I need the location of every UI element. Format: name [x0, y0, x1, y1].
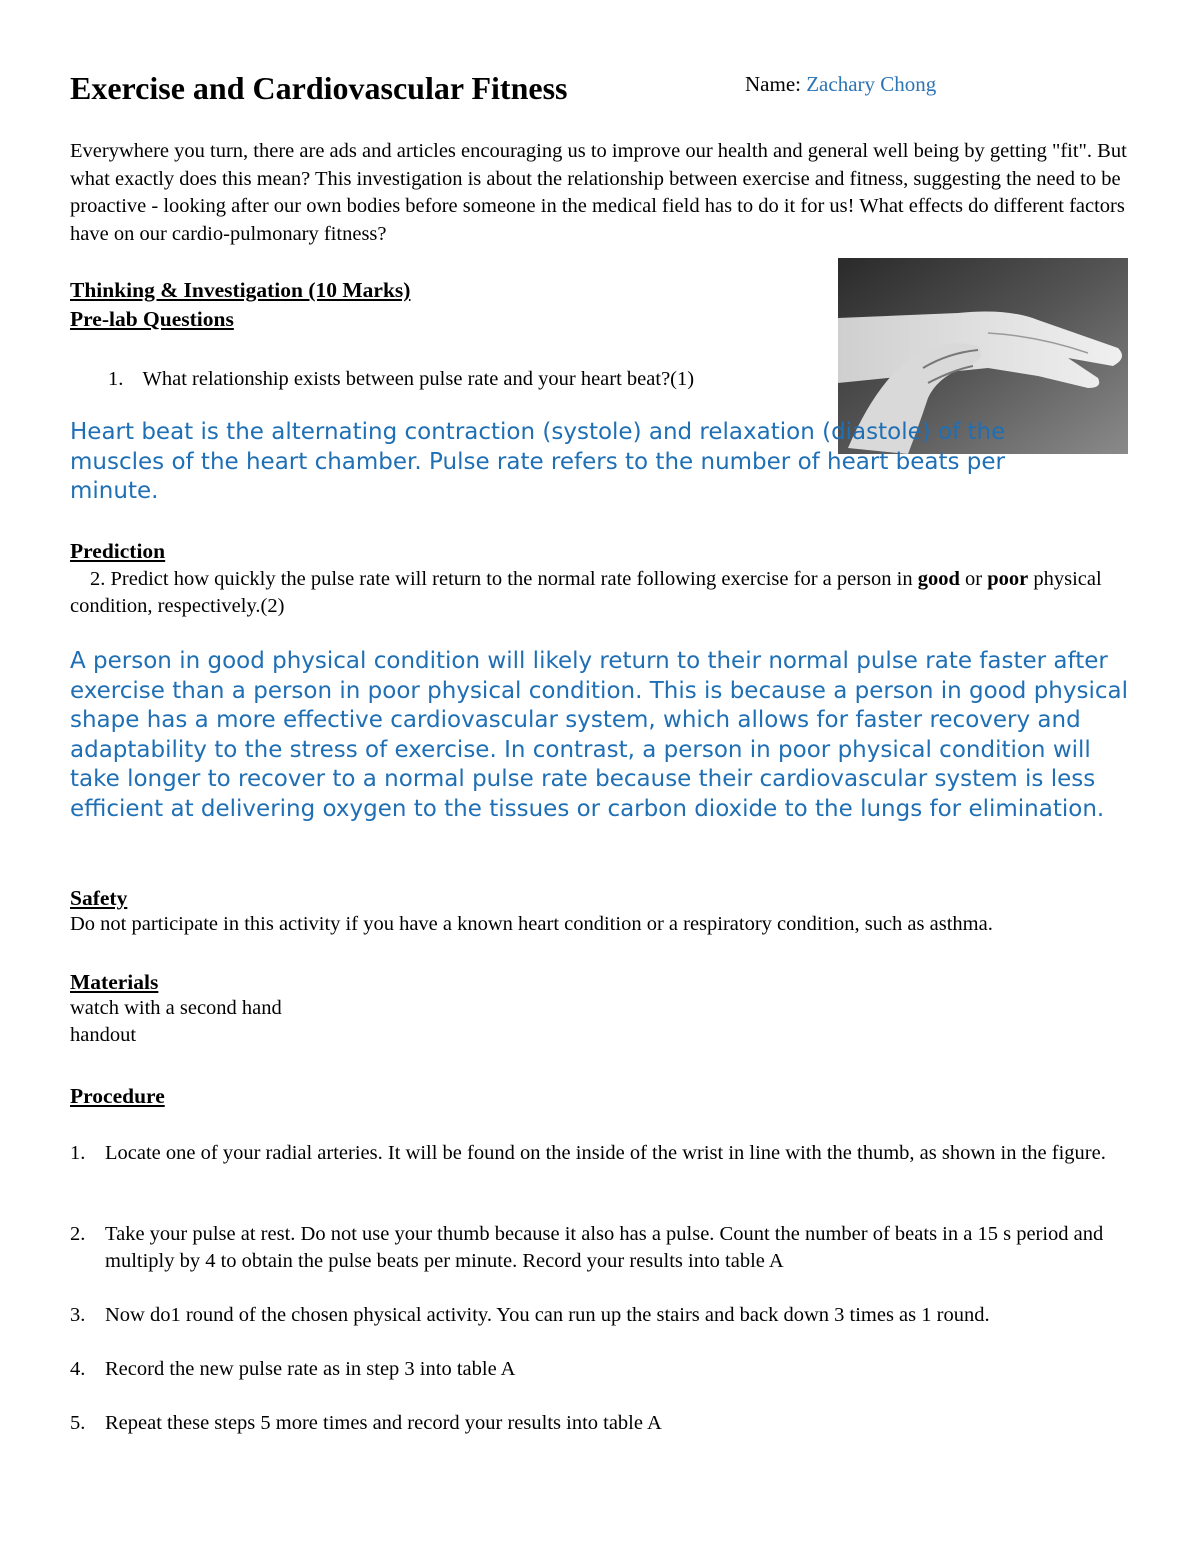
safety-heading: Safety — [70, 886, 128, 910]
question-1-text: What relationship exists between pulse rate and your heart beat?(1) — [142, 368, 695, 390]
step-text: Take your pulse at rest. Do not use your thumb because it also has a pulse. Count the number of beats in a 15 s period and multiply by 4 to obtain the pulse beats per minute. Record your results into table A — [105, 1223, 1104, 1272]
procedure-step — [70, 1410, 1140, 1437]
answer-2: A person in good physical condition will likely return to their normal pulse rate faster after exercise than a person in poor physical condition. This is because a person in good physical shape has a more effective cardiovascular system, which allows for faster recovery and adaptability to the stress of exercise. In contrast, a person in poor physical condition will take longer to recover to a normal pulse rate because their cardiovascular system is less efficient at delivering oxygen to the tissues or carbon dioxide to the lungs for elimination. — [70, 648, 1128, 822]
thinking-heading: Thinking & Investigation (10 Marks) — [70, 278, 411, 302]
safety-section — [70, 886, 1140, 938]
step-text: Locate one of your radial arteries. It will be found on the inside of the wrist in line with the thumb, as shown in the figure. — [105, 1142, 1106, 1164]
question-2-good: good — [917, 568, 960, 590]
materials-item: handout — [70, 1024, 137, 1046]
question-1-number: 1. — [108, 368, 124, 390]
prelab-heading: Pre-lab Questions — [70, 307, 234, 331]
procedure-heading: Procedure — [70, 1084, 165, 1108]
question-2-number: 2. — [90, 568, 106, 590]
procedure-step — [70, 1356, 1140, 1383]
step-text: Now do1 round of the chosen physical activity. You can run up the stairs and back down 3 times as 1 round. — [105, 1304, 990, 1326]
step-number: 2. — [70, 1223, 86, 1245]
safety-text: Do not participate in this activity if you have a known heart condition or a respiratory condition, such as asthma. — [70, 913, 993, 935]
question-2-text-start: Predict how quickly the pulse rate will return to the normal rate following exercise for a person in — [110, 568, 918, 590]
question-2-text-end: physical condition, respectively.(2) — [70, 568, 1102, 617]
intro-paragraph: Everywhere you turn, there are ads and articles encouraging us to improve our health and general well being by getting "fit". But what exactly does this mean? This investigation is about the relationship between exercise and fitness, suggesting the need to be proactive - looking after our own bodies before someone in the medical field has to do it for us! What effects do different factors have on our cardio-pulmonary fitness? — [70, 140, 1127, 245]
materials-item: watch with a second hand — [70, 997, 282, 1019]
procedure-step — [70, 1302, 1140, 1329]
document-title: Exercise and Cardiovascular Fitness — [70, 70, 568, 106]
name-value: Zachary Chong — [806, 72, 937, 96]
step-number: 4. — [70, 1358, 86, 1380]
question-2-poor: poor — [987, 568, 1029, 590]
name-line — [745, 72, 936, 97]
materials-section — [70, 970, 282, 1049]
procedure-step — [70, 1221, 1140, 1275]
question-1 — [108, 366, 694, 393]
prediction-heading: Prediction — [70, 539, 166, 563]
step-number: 5. — [70, 1412, 86, 1434]
step-text: Record the new pulse rate as in step 3 into table A — [105, 1358, 516, 1380]
procedure-step — [70, 1140, 1140, 1167]
materials-heading: Materials — [70, 970, 159, 994]
step-number: 3. — [70, 1304, 86, 1326]
thinking-section — [70, 278, 410, 332]
step-number: 1. — [70, 1142, 86, 1164]
answer-1: Heart beat is the alternating contraction (systole) and relaxation (diastole) of the muscles of the heart chamber. Pulse rate refers to the number of heart beats per minute. — [70, 419, 1006, 504]
step-text: Repeat these steps 5 more times and record your results into table A — [105, 1412, 662, 1434]
question-2-or: or — [959, 568, 988, 590]
name-label: Name: — [745, 72, 801, 96]
question-2 — [70, 566, 1138, 620]
